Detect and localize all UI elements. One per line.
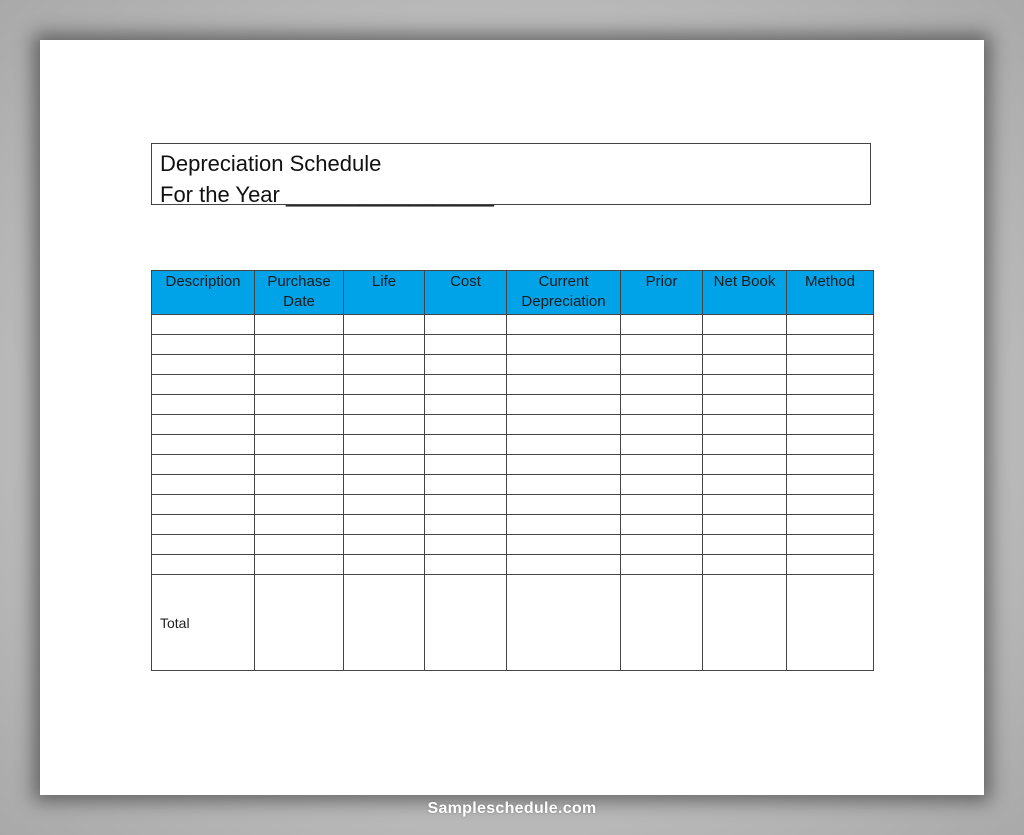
column-header-description: Description: [152, 271, 255, 315]
table-cell[interactable]: [344, 475, 425, 495]
table-cell[interactable]: [255, 395, 344, 415]
table-cell[interactable]: [787, 535, 874, 555]
table-cell[interactable]: [703, 515, 787, 535]
table-cell[interactable]: [703, 335, 787, 355]
table-cell[interactable]: [703, 395, 787, 415]
table-cell[interactable]: [787, 435, 874, 455]
table-cell[interactable]: [344, 375, 425, 395]
table-cell[interactable]: [787, 315, 874, 335]
table-cell[interactable]: [344, 335, 425, 355]
table-cell[interactable]: [703, 315, 787, 335]
table-cell[interactable]: [621, 495, 703, 515]
table-cell[interactable]: [344, 355, 425, 375]
total-row: [152, 575, 874, 671]
table-cell[interactable]: [255, 335, 344, 355]
table-cell[interactable]: [152, 495, 255, 515]
table-cell[interactable]: [255, 555, 344, 575]
table-cell[interactable]: [344, 515, 425, 535]
table-cell[interactable]: [621, 535, 703, 555]
table-row: [152, 495, 874, 515]
table-cell[interactable]: [255, 495, 344, 515]
column-header-net-book: Net Book: [703, 271, 787, 315]
table-cell[interactable]: [344, 435, 425, 455]
table-cell[interactable]: [787, 415, 874, 435]
table-cell[interactable]: [703, 495, 787, 515]
table-row: [152, 395, 874, 415]
total-cell[interactable]: [255, 575, 344, 671]
table-row: [152, 435, 874, 455]
table-cell[interactable]: [787, 515, 874, 535]
table-cell[interactable]: [425, 455, 507, 475]
table-cell[interactable]: [344, 395, 425, 415]
table-row: [152, 315, 874, 335]
total-cell[interactable]: [621, 575, 703, 671]
table-cell[interactable]: [621, 415, 703, 435]
table-cell[interactable]: [621, 515, 703, 535]
table-cell[interactable]: [787, 375, 874, 395]
table-cell[interactable]: [425, 535, 507, 555]
table-row: [152, 475, 874, 495]
table-cell[interactable]: [344, 415, 425, 435]
column-header-purchase-date: Purchase Date: [255, 271, 344, 315]
table-cell[interactable]: [703, 435, 787, 455]
table-cell[interactable]: [152, 475, 255, 495]
total-cell[interactable]: [787, 575, 874, 671]
table-cell[interactable]: [621, 315, 703, 335]
table-cell[interactable]: [787, 455, 874, 475]
total-cell[interactable]: [425, 575, 507, 671]
table-cell[interactable]: [255, 515, 344, 535]
table-cell[interactable]: [787, 495, 874, 515]
table-cell[interactable]: [344, 315, 425, 335]
table-cell[interactable]: [703, 535, 787, 555]
table-row: [152, 355, 874, 375]
table-row: [152, 375, 874, 395]
table-cell[interactable]: [787, 475, 874, 495]
table-cell[interactable]: [507, 375, 621, 395]
column-header-cost: Cost: [425, 271, 507, 315]
total-cell[interactable]: [703, 575, 787, 671]
table-cell[interactable]: [152, 315, 255, 335]
table-cell[interactable]: [425, 435, 507, 455]
table-cell[interactable]: [255, 435, 344, 455]
table-cell[interactable]: [507, 555, 621, 575]
table-cell[interactable]: [507, 535, 621, 555]
table-cell[interactable]: [507, 475, 621, 495]
table-cell[interactable]: [425, 335, 507, 355]
table-cell[interactable]: [255, 355, 344, 375]
table-cell[interactable]: [425, 555, 507, 575]
table-cell[interactable]: [507, 315, 621, 335]
table-cell[interactable]: [152, 555, 255, 575]
title-box: [151, 143, 871, 205]
table-cell[interactable]: [344, 535, 425, 555]
table-cell[interactable]: [152, 515, 255, 535]
table-cell[interactable]: [152, 535, 255, 555]
table-cell[interactable]: [255, 415, 344, 435]
table-cell[interactable]: [255, 315, 344, 335]
table-cell[interactable]: [507, 455, 621, 475]
table-cell[interactable]: [621, 355, 703, 375]
table-row: [152, 535, 874, 555]
document-page: [40, 40, 984, 795]
table-cell[interactable]: [703, 375, 787, 395]
table-cell[interactable]: [507, 515, 621, 535]
table-cell[interactable]: [703, 415, 787, 435]
table-cell[interactable]: [787, 395, 874, 415]
table-cell[interactable]: [255, 375, 344, 395]
table-cell[interactable]: [621, 435, 703, 455]
table-cell[interactable]: [621, 395, 703, 415]
table-row: [152, 515, 874, 535]
table-cell[interactable]: [425, 355, 507, 375]
table-cell[interactable]: [152, 435, 255, 455]
table-row: [152, 555, 874, 575]
table-cell[interactable]: [152, 335, 255, 355]
table-cell[interactable]: [621, 375, 703, 395]
table-cell[interactable]: [507, 435, 621, 455]
table-cell[interactable]: [621, 555, 703, 575]
table-row: [152, 415, 874, 435]
document-title: Depreciation Schedule: [160, 151, 382, 176]
table-cell[interactable]: [425, 515, 507, 535]
table-cell[interactable]: [425, 415, 507, 435]
column-header-prior: Prior: [621, 271, 703, 315]
table-cell[interactable]: [344, 495, 425, 515]
table-header-row: [152, 271, 874, 315]
table-cell[interactable]: [703, 475, 787, 495]
total-cell[interactable]: [344, 575, 425, 671]
table-cell[interactable]: [703, 555, 787, 575]
table-cell[interactable]: [344, 455, 425, 475]
table-body: [152, 315, 874, 671]
table-cell[interactable]: [152, 415, 255, 435]
table-cell[interactable]: [621, 475, 703, 495]
table-cell[interactable]: [255, 475, 344, 495]
table-cell[interactable]: [787, 555, 874, 575]
table-cell[interactable]: [152, 375, 255, 395]
table-cell[interactable]: [152, 395, 255, 415]
table-cell[interactable]: [507, 495, 621, 515]
table-cell[interactable]: [507, 335, 621, 355]
table-cell[interactable]: [344, 555, 425, 575]
table-cell[interactable]: [152, 455, 255, 475]
table-cell[interactable]: [621, 335, 703, 355]
table-cell[interactable]: [425, 475, 507, 495]
document-subtitle: For the Year _________________: [160, 182, 494, 207]
total-label: Total: [152, 575, 255, 671]
table-cell[interactable]: [787, 355, 874, 375]
total-cell[interactable]: [507, 575, 621, 671]
table-cell[interactable]: [425, 315, 507, 335]
table-cell[interactable]: [507, 415, 621, 435]
table-cell[interactable]: [152, 355, 255, 375]
column-header-life: Life: [344, 271, 425, 315]
table-cell[interactable]: [507, 395, 621, 415]
table-cell[interactable]: [425, 495, 507, 515]
table-row: [152, 335, 874, 355]
table-cell[interactable]: [425, 395, 507, 415]
watermark: Sampleschedule.com: [427, 800, 597, 817]
table-cell[interactable]: [703, 355, 787, 375]
table-cell[interactable]: [621, 455, 703, 475]
table-cell[interactable]: [425, 375, 507, 395]
table-cell[interactable]: [703, 455, 787, 475]
column-header-current-depreciation: Current Depreciation: [507, 271, 621, 315]
column-header-method: Method: [787, 271, 874, 315]
table-cell[interactable]: [507, 355, 621, 375]
table-cell[interactable]: [255, 455, 344, 475]
depreciation-table: [151, 270, 874, 671]
table-cell[interactable]: [255, 535, 344, 555]
table-cell[interactable]: [787, 335, 874, 355]
table-row: [152, 455, 874, 475]
